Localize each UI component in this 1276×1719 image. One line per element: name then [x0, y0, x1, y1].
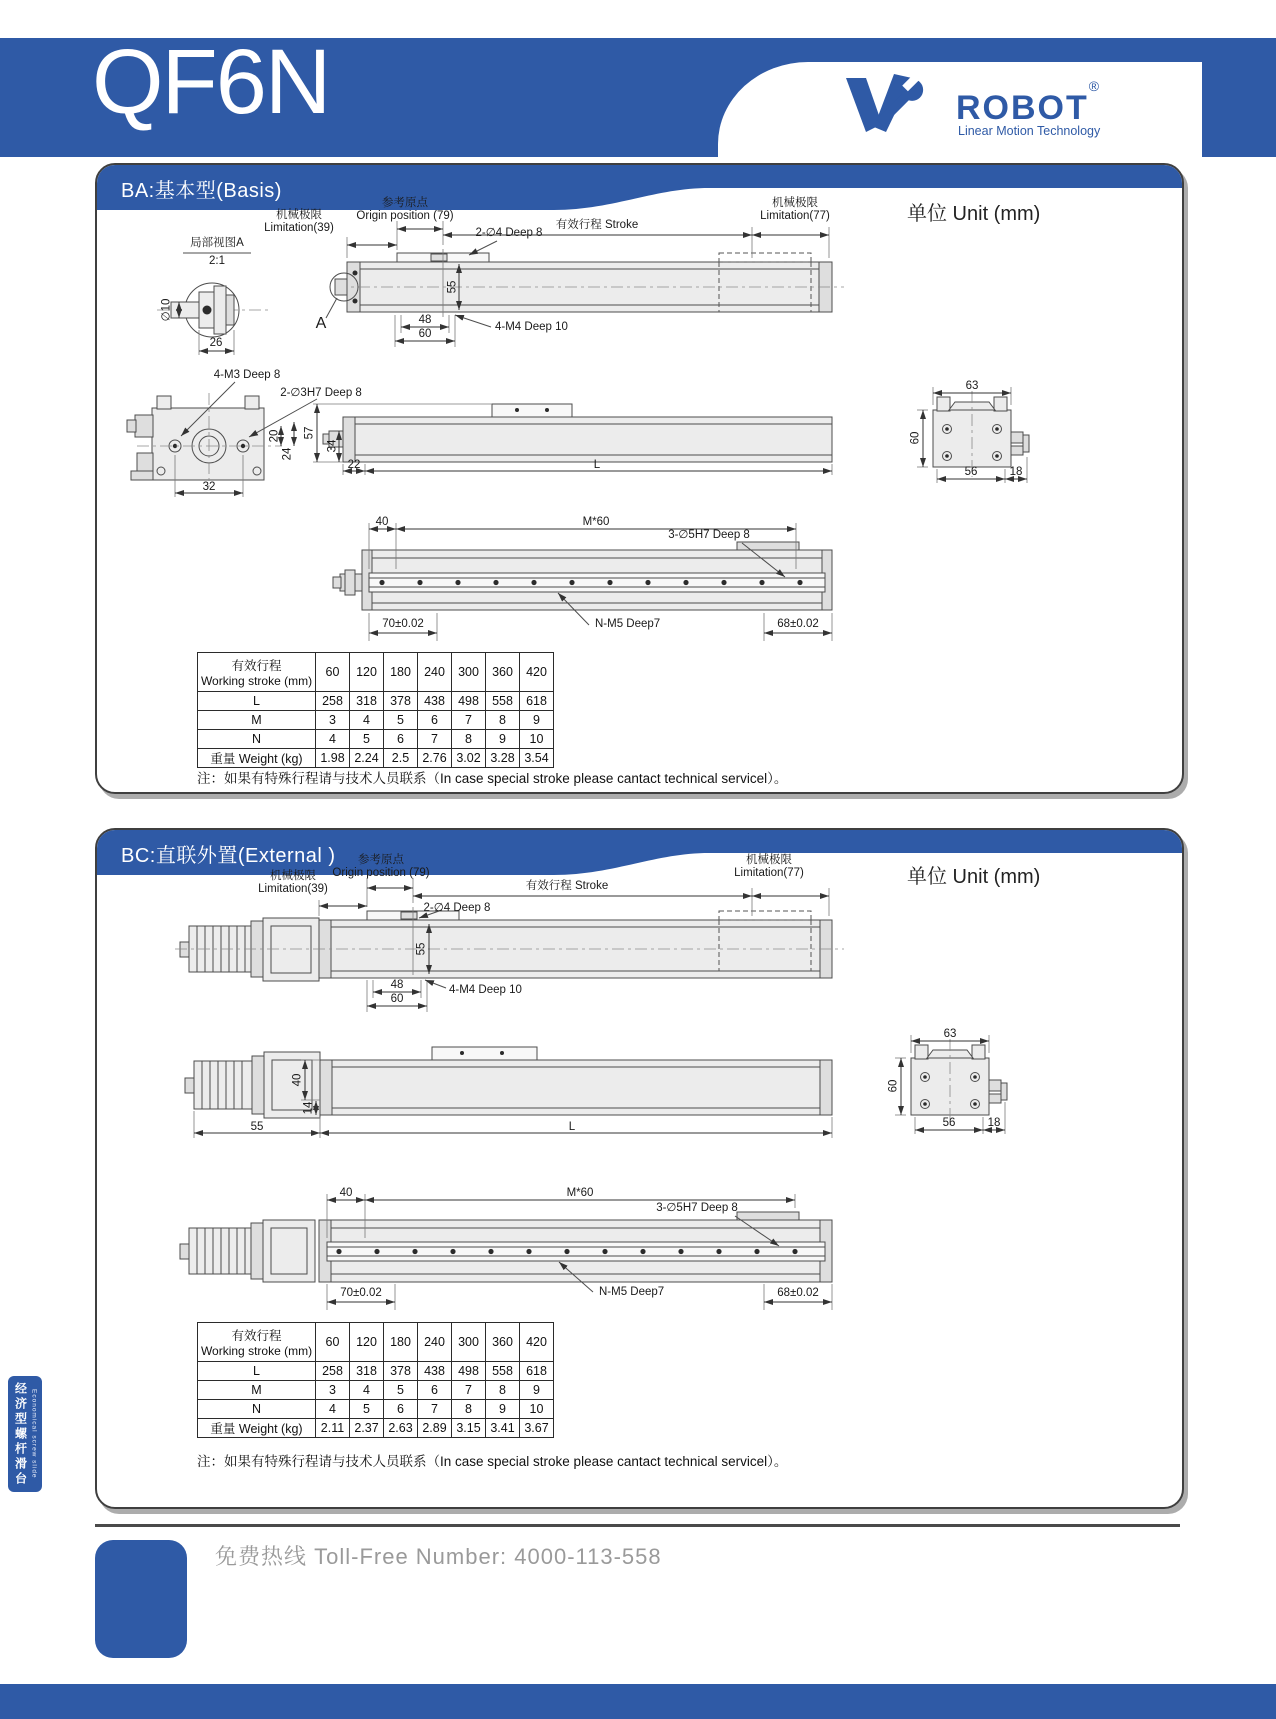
limit-label-cn: 机械极限 [270, 870, 316, 882]
category-label-cn: 经济型螺杆滑台 [13, 1381, 28, 1487]
dim-56: 56 [964, 466, 978, 478]
table-row [198, 1419, 554, 1438]
product-model: QF6N [92, 31, 330, 133]
hole-4m3: 4-M3 Deep 8 [213, 369, 281, 381]
brand-icon [844, 70, 948, 140]
row-label: N [198, 730, 316, 749]
ba-spec-table [197, 652, 554, 768]
cell: 180 [384, 1323, 418, 1362]
dim-48: 48 [418, 314, 432, 326]
cell: 9 [486, 730, 520, 749]
unit-label: 单位 Unit (mm) [907, 866, 1041, 888]
limit-77: Limitation(77) [760, 210, 830, 222]
origin-label-cn: 参考原点 [382, 197, 428, 209]
cell: 8 [452, 730, 486, 749]
cell: 9 [520, 1381, 554, 1400]
cell: 7 [418, 730, 452, 749]
cell: 7 [418, 1400, 452, 1419]
cell: 5 [350, 730, 384, 749]
cell: 258 [316, 692, 350, 711]
cell: 4 [350, 1381, 384, 1400]
cell: 180 [384, 653, 418, 692]
origin-label-cn: 参考原点 [358, 854, 404, 866]
cell: 120 [350, 653, 384, 692]
cell: 2.89 [418, 1419, 452, 1438]
detail-callout-a: A [315, 315, 327, 332]
dim-32: 32 [202, 481, 216, 493]
dim-63: 63 [965, 380, 979, 392]
cell: 4 [350, 711, 384, 730]
section-title: BA:基本型(Basis) [121, 180, 282, 202]
limit-label-cn: 机械极限 [276, 209, 322, 221]
cell: 8 [486, 711, 520, 730]
ba-note: 注：如果有特殊行程请与技术人员联系（In case special stroke please cantact technical servicel）。 [197, 771, 788, 786]
section-bc-external [95, 828, 1184, 1509]
dim-40-vert: 40 [291, 1073, 304, 1087]
bc-spec-table [197, 1322, 554, 1438]
row-label: 重量 Weight (kg) [198, 749, 316, 768]
cell: 8 [452, 1400, 486, 1419]
dim-70: 70±0.02 [340, 1287, 382, 1299]
cell: 300 [452, 1323, 486, 1362]
brand-tagline: Linear Motion Technology [958, 124, 1101, 138]
dim-55: 55 [415, 942, 428, 956]
cell: 378 [384, 692, 418, 711]
cell: 360 [486, 653, 520, 692]
hole-2d3h7: 2-∅3H7 Deep 8 [280, 387, 362, 399]
page-header [0, 31, 1276, 157]
table-row [198, 711, 554, 730]
cell: 1.98 [316, 749, 350, 768]
table-row [198, 1381, 554, 1400]
dim-m60: M*60 [582, 516, 610, 528]
hole-3d5h7: 3-∅5H7 Deep 8 [656, 1202, 738, 1214]
cell: 2.24 [350, 749, 384, 768]
hole-4m4: 4-M4 Deep 10 [449, 984, 522, 996]
detail-view-title: 局部视图A [190, 237, 244, 249]
dim-40: 40 [375, 516, 389, 528]
dim-L: L [568, 1121, 576, 1133]
table-row [198, 1400, 554, 1419]
limit-39: Limitation(39) [258, 883, 328, 895]
cell: 498 [452, 1362, 486, 1381]
hole-2d4: 2-∅4 Deep 8 [423, 902, 491, 914]
cell: 258 [316, 1362, 350, 1381]
cell: 4 [316, 730, 350, 749]
cell: 2.63 [384, 1419, 418, 1438]
limit-label-cn: 机械极限 [746, 854, 792, 866]
cell: 3.54 [520, 749, 554, 768]
hole-3d5h7: 3-∅5H7 Deep 8 [668, 529, 750, 541]
row-label: 重量 Weight (kg) [198, 1419, 316, 1438]
hole-nm5: N-M5 Deep7 [599, 1286, 665, 1298]
hole-nm5: N-M5 Deep7 [595, 618, 661, 630]
limit-39: Limitation(39) [264, 222, 334, 234]
tollfree-number: 免费热线 Toll-Free Number: 4000-113-558 [215, 1544, 662, 1569]
cell: 3.67 [520, 1419, 554, 1438]
cell: 420 [520, 653, 554, 692]
row-label: L [198, 692, 316, 711]
table-header-row [198, 1323, 554, 1362]
cell: 7 [452, 711, 486, 730]
table-row [198, 749, 554, 768]
dim-18: 18 [1009, 466, 1023, 478]
cell: 318 [350, 1362, 384, 1381]
cell: 558 [486, 1362, 520, 1381]
table-header-row [198, 653, 554, 692]
footer-divider [95, 1524, 1180, 1527]
cell: 6 [384, 730, 418, 749]
limit-77: Limitation(77) [734, 867, 804, 879]
dim-55-bottom: 55 [250, 1121, 264, 1133]
dim-26: 26 [209, 337, 223, 349]
origin-label-en: Origin position (79) [332, 867, 430, 879]
dim-56: 56 [942, 1117, 956, 1129]
cell: 618 [520, 1362, 554, 1381]
brand-name: ROBOT® [956, 78, 1100, 127]
dim-48: 48 [390, 979, 404, 991]
cell: 60 [316, 653, 350, 692]
category-side-tab [8, 1376, 42, 1492]
table-row [198, 730, 554, 749]
hole-2d4: 2-∅4 Deep 8 [475, 227, 543, 239]
row-label: N [198, 1400, 316, 1419]
table-row [198, 1362, 554, 1381]
cell: 498 [452, 692, 486, 711]
cell: 8 [486, 1381, 520, 1400]
cell: 240 [418, 653, 452, 692]
dim-14: 14 [302, 1101, 315, 1115]
dim-60-vert: 60 [887, 1079, 900, 1093]
cell: 558 [486, 692, 520, 711]
origin-label-en: Origin position (79) [356, 210, 454, 222]
cell: 7 [452, 1381, 486, 1400]
cell: 618 [520, 692, 554, 711]
row-label: M [198, 1381, 316, 1400]
cell: 5 [384, 1381, 418, 1400]
category-label-en: Economical screw slide [30, 1389, 38, 1479]
cell: 3.41 [486, 1419, 520, 1438]
dim-70: 70±0.02 [382, 618, 424, 630]
bc-note: 注：如果有特殊行程请与技术人员联系（In case special stroke please cantact technical servicel）。 [197, 1454, 788, 1469]
cell: 6 [418, 711, 452, 730]
cell: 3.28 [486, 749, 520, 768]
cell: 360 [486, 1323, 520, 1362]
row-label: M [198, 711, 316, 730]
dim-68: 68±0.02 [777, 618, 819, 630]
cell: 120 [350, 1323, 384, 1362]
dim-40: 40 [339, 1187, 353, 1199]
limit-label-cn: 机械极限 [772, 197, 818, 209]
cell: 3.02 [452, 749, 486, 768]
brand-logo-tab [718, 62, 1202, 157]
cell: 318 [350, 692, 384, 711]
cell: 2.76 [418, 749, 452, 768]
cell: 378 [384, 1362, 418, 1381]
dim-m60: M*60 [566, 1187, 594, 1199]
cell: 2.37 [350, 1419, 384, 1438]
cell: 9 [486, 1400, 520, 1419]
dim-55: 55 [446, 280, 459, 294]
cell: 300 [452, 653, 486, 692]
dim-60: 60 [418, 328, 432, 340]
row-label: L [198, 1362, 316, 1381]
dim-68: 68±0.02 [777, 1287, 819, 1299]
stroke-label: 有效行程 Stroke [525, 880, 609, 892]
dim-63: 63 [943, 1028, 957, 1040]
cell: 3 [316, 1381, 350, 1400]
footer-bar [0, 1684, 1276, 1719]
cell: 240 [418, 1323, 452, 1362]
stroke-header-cell: 有效行程 Working stroke (mm) [198, 1323, 316, 1362]
cell: 6 [384, 1400, 418, 1419]
footer-corner-tab [95, 1540, 187, 1658]
cell: 5 [384, 711, 418, 730]
cell: 5 [350, 1400, 384, 1419]
dim-20: 20 [268, 429, 281, 443]
section-title: BC:直联外置(External ) [121, 845, 336, 867]
cell: 438 [418, 1362, 452, 1381]
cell: 60 [316, 1323, 350, 1362]
dim-24: 24 [281, 447, 294, 461]
cell: 2.5 [384, 749, 418, 768]
registered-mark: ® [1088, 78, 1100, 94]
dim-dia10: ∅10 [160, 298, 173, 322]
cell: 9 [520, 711, 554, 730]
cell: 2.11 [316, 1419, 350, 1438]
hole-4m4: 4-M4 Deep 10 [495, 321, 568, 333]
cell: 3.15 [452, 1419, 486, 1438]
stroke-label: 有效行程 Stroke [555, 219, 639, 231]
unit-label: 单位 Unit (mm) [907, 203, 1041, 225]
cell: 10 [520, 1400, 554, 1419]
dim-60-vert: 60 [909, 431, 922, 445]
cell: 3 [316, 711, 350, 730]
dim-18: 18 [987, 1117, 1001, 1129]
dim-L: L [593, 459, 601, 471]
cell: 420 [520, 1323, 554, 1362]
cell: 10 [520, 730, 554, 749]
stroke-header-cell: 有效行程 Working stroke (mm) [198, 653, 316, 692]
detail-view-scale: 2:1 [209, 255, 225, 267]
table-row [198, 692, 554, 711]
dim-34: 34 [326, 439, 339, 453]
cell: 6 [418, 1381, 452, 1400]
cell: 4 [316, 1400, 350, 1419]
section-ba-basis [95, 163, 1184, 794]
dim-57: 57 [303, 426, 316, 440]
dim-22: 22 [347, 459, 361, 471]
cell: 438 [418, 692, 452, 711]
dim-60: 60 [390, 993, 404, 1005]
